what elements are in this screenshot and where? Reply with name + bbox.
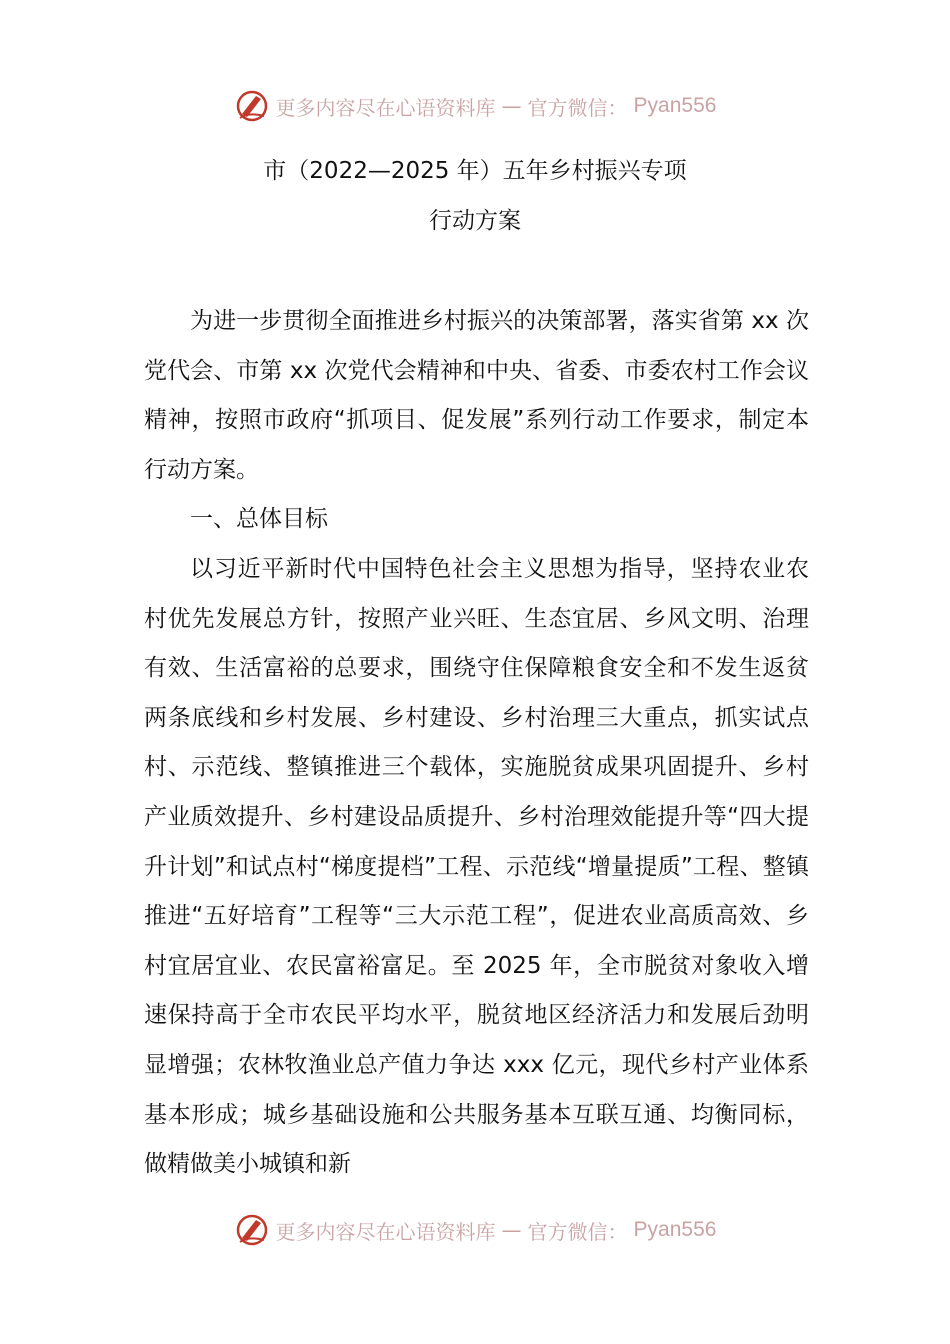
watermark-contact-label: 官方微信： — [527, 1219, 628, 1244]
watermark-banner-bottom — [0, 1210, 950, 1250]
paragraph-goals: 以习近平新时代中国特色社会主义思想为指导，坚持农业农村优先发展总方针，按照产业兴旺、生态宜居、乡风文明、治理有效、生活富裕的总要求，围绕守住保障粮食安全和不发生返贫两条底线和乡村发展、乡村建设、乡村治理三大重点，抓实试点村、示范线、整镇推进三个载体，实施脱贫成果巩固提升、乡村产业质效提升、乡村建设品质提升、乡村治理效能提升等“四大提升计划”和试点村“梯度提档”工程、示范线“增量提质”工程、整镇推进“五好培育”工程等“三大示范工程”，促进农业高质高效、乡村宜居宜业、农民富裕富足。至 2025 年，全市脱贫对象收入增速保持高于全市农民平均水平，脱贫地区经济活力和发展后劲明显增强；农林牧渔业总产值力争达 xxx 亿元，现代乡村产业体系基本形成；城乡基础设施和公共服务基本互联互通、均衡同标，做精做美小城镇和新 — [144, 555, 809, 1178]
document-body — [144, 297, 809, 1190]
watermark-handle: Pyan556 — [633, 1218, 717, 1241]
watermark-separator: — — [501, 94, 522, 118]
pen-circle-logo-icon — [234, 1212, 270, 1248]
section-heading: 一、总体目标 — [190, 506, 328, 533]
document-title-line2: 行动方案 — [429, 208, 521, 234]
paragraph-intro: 为进一步贯彻全面推进乡村振兴的决策部署，落实省第 xx 次党代会、市第 xx 次党代会精神和中央、省委、市委农村工作会议精神，按照市政府“抓项目、促发展”系列行动工作要求，制定本行动方案。 — [144, 308, 809, 483]
watermark-brand-text: 更多内容尽在心语资料库 — [275, 1219, 496, 1244]
watermark-banner-top — [0, 86, 950, 126]
watermark-separator: — — [501, 1218, 522, 1242]
pen-circle-logo-icon — [234, 88, 270, 124]
document-title-line1: 市（2022—2025 年）五年乡村振兴专项 — [263, 158, 687, 184]
watermark-handle: Pyan556 — [633, 94, 717, 117]
watermark-contact-label: 官方微信： — [527, 95, 628, 120]
watermark-brand-text: 更多内容尽在心语资料库 — [275, 95, 496, 120]
